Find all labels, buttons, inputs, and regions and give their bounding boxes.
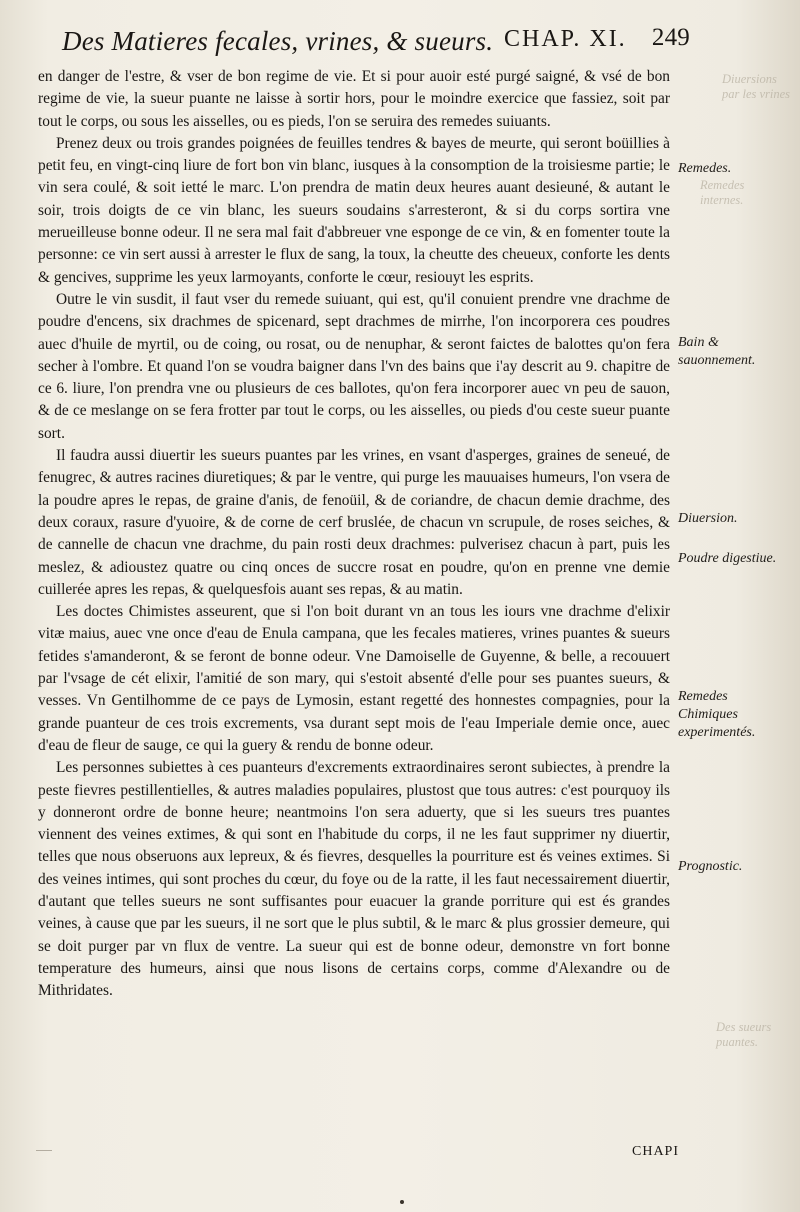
running-title: Des Matieres fecales, vrines, & sueurs. (62, 26, 494, 56)
margin-note-poudre: Poudre digestiue. (678, 551, 777, 566)
main-text (38, 66, 670, 1002)
paragraph-1: en danger de l'estre, & vser de bon regime de vie. Et si pour auoir esté purgé saigné, & vsé de bon regime de vie, la sueur puante ne laisse à sortir hors, pour le moindre exercice que fassiez, soit par tout le corps, ou sous les aisselles, ou es pieds, l'on se seruira des remedes suiuants. (38, 68, 670, 130)
margin-note-bain: Bain & sauonnement. (678, 335, 756, 368)
paragraph-5: Les doctes Chimistes asseurent, que si l'on boit durant vn an tous les iours vne drachme d'elixir vitæ maius, auec vne once d'eau de Enula campana, que les fecales matieres, vrines puantes & sueurs fetides s'amanderont, & se feront de bonne odeur. Vne Damoiselle de Guyenne, & belle, a recouuert par l'vsage de cét elixir, l'amitié de son mary, qui s'estoit absenté d'elle pour ses puantes sueurs, & vesses. Vn Gentilhomme de ce pays de Lymosin, estant regetté des honnestes compagnies, pour la grande puanteur de ces trois excrements, vsa durant sept mois de l'eau Imperiale demie once, auec d'eau de fleur de sauge, ce qui la guery & rendu de bonne odeur. (38, 603, 670, 754)
page-speck (400, 1200, 404, 1204)
bleed-note-middle: Remedes internes. (700, 178, 745, 207)
chapter-number: CHAP. XI. (504, 26, 627, 52)
margin-note-prognostic: Prognostic. (678, 859, 743, 874)
margin-note-diuersion: Diuersion. (678, 511, 738, 526)
bleed-note-top: Diuersions par les vrines (722, 72, 791, 101)
paragraph-4: Il faudra aussi diuertir les sueurs puantes par les vrines, en vsant d'asperges, graines de seneué, de fenugrec, & autres racines diuretiques; & par le ventre, qui purge les mauuaises humeurs, l'on vsera de la poudre apres le repas, de graine d'anis, de fenoüil, & de coriandre, de chacun demie drachme, des deux coraux, rasure d'yuoire, & de corne de cerf bruslée, de chacun vn scrupule, de roses seiches, & de cannelle de chacun vne drachme, du pain rosti deux drachmes: pulverisez chacun à part, puis les meslez, & adioustez quatre ou cinq onces de succre rosat en poudre, qu'on en prenne vne demie cuillerée apres les repas, & quelquesfois auant ses repas, & au matin. (38, 447, 670, 598)
paragraph-6: Les personnes subiettes à ces puanteurs d'excrements extraordinaires seront subiectes, à prendre la peste fievres pestillentielles, & autres maladies populaires, plustost que tous autres: c'est pourquoy ils y donneront ordre de bonne heure; neantmoins l'on sera aduerty, que si les sueurs tres puantes viennent des veines extimes, & qui sont en l'habitude du corps, il ne les faut supprimer ny diuertir, telles que nous obseruons aux lepreux, & és fievres, desquelles la pourriture est és veines extimes. Si des veines intimes, qui sont proches du cœur, du foye ou de la ratte, il les faut necessairement diuertir, d'autant que telles sueurs ne sont suffisantes pour euacuer la grande porriture qui est és grandes veines, à cause que par les sueurs, il ne sort que le plus subtil, & le marc & plus grossier demeure, qui se doit purger par vn flux de ventre. La sueur qui est de bonne odeur, demonstre vn fort bonne temperature des humeurs, ainsi que nous lisons de certains corps, comme d'Alexandre ou de Mithridates. (38, 759, 670, 1000)
signature-mark (36, 1138, 52, 1151)
bleed-note-bottom: Des sueurs puantes. (716, 1020, 772, 1049)
margin-note-chimiques: Remedes Chimiques experimentés. (678, 689, 756, 740)
margin-note-remedes: Remedes. (678, 161, 732, 176)
catchword: CHAPI (632, 1144, 680, 1159)
running-header (62, 22, 690, 62)
paragraph-2: Prenez deux ou trois grandes poignées de feuilles tendres & bayes de meurte, qui seront boüillies à petit feu, en vingt-cinq liure de fort bon vin blanc, iusques à la consomption de la troisiesme partie; le vin sera coulé, & soit ietté le marc. L'on prendra de matin deux heures auant desieuné, & autant le soir, trois doigts de ce vin blanc, les sueurs soudains s'arresteront, & si du corps sortira vne merueilleuse bonne odeur. Il ne sera mal fait d'abbreuer vne esponge de ce vin, & en fomenter toute la personne: ce vin sert aussi à arrester le flux de sang, la toux, la cheutte des cheueux, conforte les dents & gencives, supprime les yeux larmoyants, conforte le cœur, resiouyt les esprits. (38, 134, 670, 286)
paragraph-3: Outre le vin susdit, il faut vser du remede suiuant, qui est, qu'il conuient prendre vne drachme de poudre d'encens, six drachmes de spicenard, sept drachmes de mirrhe, l'on incorporera ces poudres auec d'huile de myrtil, ou de coing, ou rosat, ou de nenuphar, & seront faictes de balottes qu'on fera secher à l'ombre. Et quand l'on se voudra baigner dans l'vn des bains que i'ay descrit au 9. chapitre de ce 6. liure, l'on prendra vne ou plusieurs de ces ballotes, qu'on fera incorporer auec vn peu de sauon, & de ce meslange on se fera frotter par tout le corps, ou les aisselles, ou pieds d'ou ceste sueur puante sort. (38, 290, 670, 442)
page-number: 249 (651, 24, 690, 51)
